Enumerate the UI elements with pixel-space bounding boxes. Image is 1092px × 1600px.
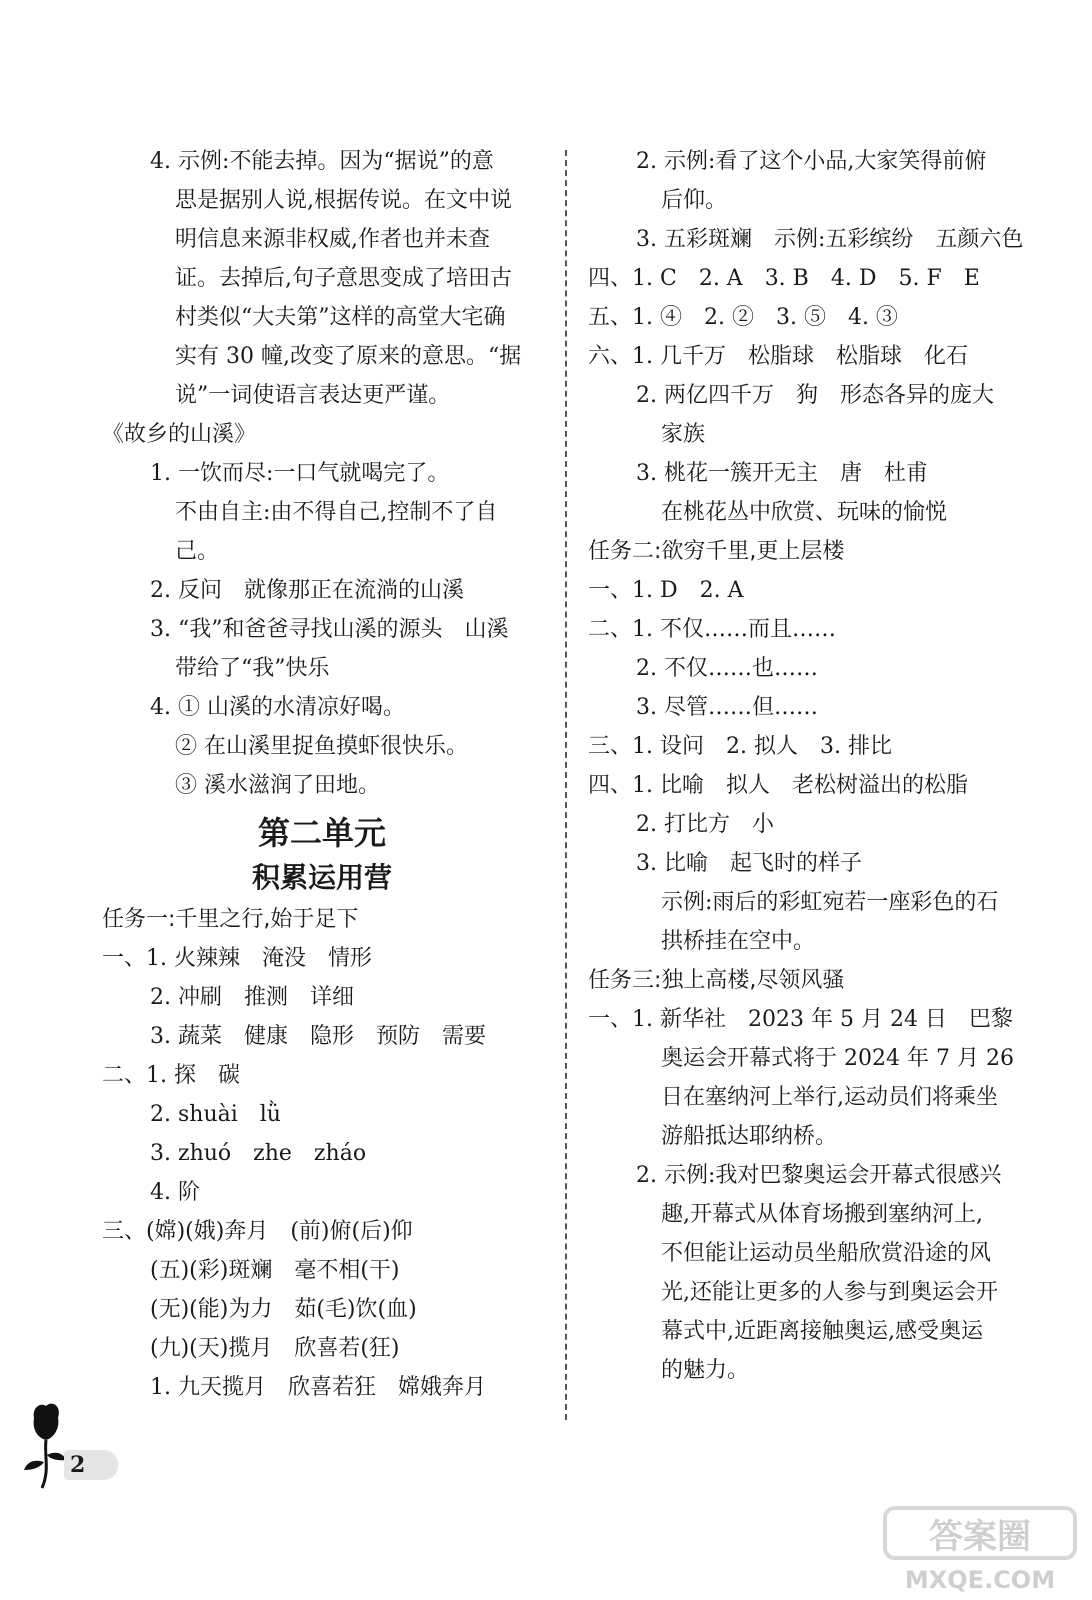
section-heading: 任务一:千里之行,始于足下 [102,907,359,932]
answer-line: 2. shuài lǜ [150,1102,281,1127]
watermark-logo [880,1500,1080,1595]
rose-icon [20,1400,70,1490]
answer-line: 四、1. 比喻 拟人 老松树溢出的松脂 [588,773,968,798]
answer-line: 2. 反问 就像那正在流淌的山溪 [150,578,464,603]
answer-line: 游船抵达耶纳桥。 [661,1124,838,1149]
answer-line: 光,还能让更多的人参与到奥运会开 [661,1280,998,1305]
answer-line: 日在塞纳河上举行,运动员们将乘坐 [661,1085,998,1110]
answer-line: 4. 示例:不能去掉。因为“据说”的意 [150,149,494,174]
answer-line: 六、1. 几千万 松脂球 松脂球 化石 [588,344,968,369]
answer-line: 三、(嫦)(娥)奔月 (前)俯(后)仰 [102,1219,413,1244]
answer-line: 一、1. D 2. A [588,578,744,603]
answer-line: 示例:雨后的彩虹宛若一座彩色的石 [661,890,999,915]
column-divider [565,150,567,1420]
answer-line: 幕式中,近距离接触奥运,感受奥运 [661,1319,983,1344]
right-column [588,142,1038,1390]
answer-line: 1. 一饮而尽:一口气就喝完了。 [150,461,450,486]
answer-line: 趣,开幕式从体育场搬到塞纳河上, [661,1202,983,1227]
svg-text:答案圈: 答案圈 [929,1517,1031,1557]
answer-line: 明信息来源非权威,作者也并未查 [175,227,490,252]
answer-line: 3. 尽管……但…… [636,695,818,720]
answer-line: (九)(天)揽月 欣喜若(狂) [150,1336,400,1361]
answer-line: 3. 比喻 起飞时的样子 [636,851,862,876]
answer-line: 己。 [175,539,220,564]
left-column-top [102,142,542,805]
answer-line: 奥运会开幕式将于 2024 年 7 月 26 [661,1046,1014,1071]
answer-line: 2. 不仅……也…… [636,656,818,681]
answer-line: 3. zhuó zhe zháo [150,1141,367,1166]
answer-line: 家族 [661,422,706,447]
answer-line: 思是据别人说,根据传说。在文中说 [175,188,512,213]
answer-line: 四、1. C 2. A 3. B 4. D 5. F E [588,266,980,291]
answer-line: 3. “我”和爸爸寻找山溪的源头 山溪 [150,617,509,642]
answer-line: 4. 阶 [150,1180,200,1205]
answer-line: (五)(彩)斑斓 毫不相(干) [150,1258,400,1283]
answer-line: 一、1. 新华社 2023 年 5 月 24 日 巴黎 [588,1007,1013,1032]
answer-line: 3. 五彩斑斓 示例:五彩缤纷 五颜六色 [636,227,1024,252]
answer-line: 2. 示例:看了这个小品,大家笑得前俯 [636,149,987,174]
answer-line: 的魅力。 [661,1358,750,1383]
unit-subtitle: 积累运用营 [251,861,392,894]
answer-line: 2. 冲刷 推测 详细 [150,985,354,1010]
answer-line: 1. 九天揽月 欣喜若狂 嫦娥奔月 [150,1375,486,1400]
section-heading: 任务二:欲穷千里,更上层楼 [588,539,845,564]
answer-line: 二、1. 探 碳 [102,1063,240,1088]
answer-line: 拱桥挂在空中。 [661,929,816,954]
left-column-bottom [102,900,542,1407]
answer-line: 实有 30 幢,改变了原来的意思。“据 [175,344,522,369]
answer-line: 不但能让运动员坐船欣赏沿途的风 [661,1241,992,1266]
answer-line: 2. 两亿四千万 狗 形态各异的庞大 [636,383,994,408]
answer-line: 五、1. ④ 2. ② 3. ⑤ 4. ③ [588,305,898,330]
answer-line: 3. 桃花一簇开无主 唐 杜甫 [636,461,928,486]
answer-line: (无)(能)为力 茹(毛)饮(血) [150,1297,417,1322]
page-number: 2 [64,1450,118,1480]
answer-line: 带给了“我”快乐 [175,656,330,681]
answer-line: 在桃花丛中欣赏、玩味的愉悦 [661,500,948,525]
answer-line: 《故乡的山溪》 [102,422,257,447]
answer-line: 二、1. 不仅……而且…… [588,617,836,642]
answer-line: 4. ① 山溪的水清凉好喝。 [150,695,405,720]
svg-text:MXQE.COM: MXQE.COM [904,1566,1056,1594]
unit-title: 第二单元 [257,814,386,852]
answer-line: ③ 溪水滋润了田地。 [175,773,380,798]
section-heading: 任务三:独上高楼,尽领风骚 [588,968,845,993]
answer-line: 2. 示例:我对巴黎奥运会开幕式很感兴 [636,1163,1002,1188]
answer-line: 不由自主:由不得自己,控制不了自 [175,500,498,525]
answer-line: 2. 打比方 小 [636,812,774,837]
answer-line: 后仰。 [661,188,728,213]
answer-line: ② 在山溪里捉鱼摸虾很快乐。 [175,734,468,759]
answer-line: 三、1. 设问 2. 拟人 3. 排比 [588,734,892,759]
answer-line: 一、1. 火辣辣 淹没 情形 [102,946,372,971]
answer-line: 3. 蔬菜 健康 隐形 预防 需要 [150,1024,486,1049]
answer-line: 说”一词使语言表达更严谨。 [175,383,451,408]
answer-line: 证。去掉后,句子意思变成了培田古 [175,266,512,291]
answer-line: 村类似“大夫第”这样的高堂大宅确 [175,305,506,330]
